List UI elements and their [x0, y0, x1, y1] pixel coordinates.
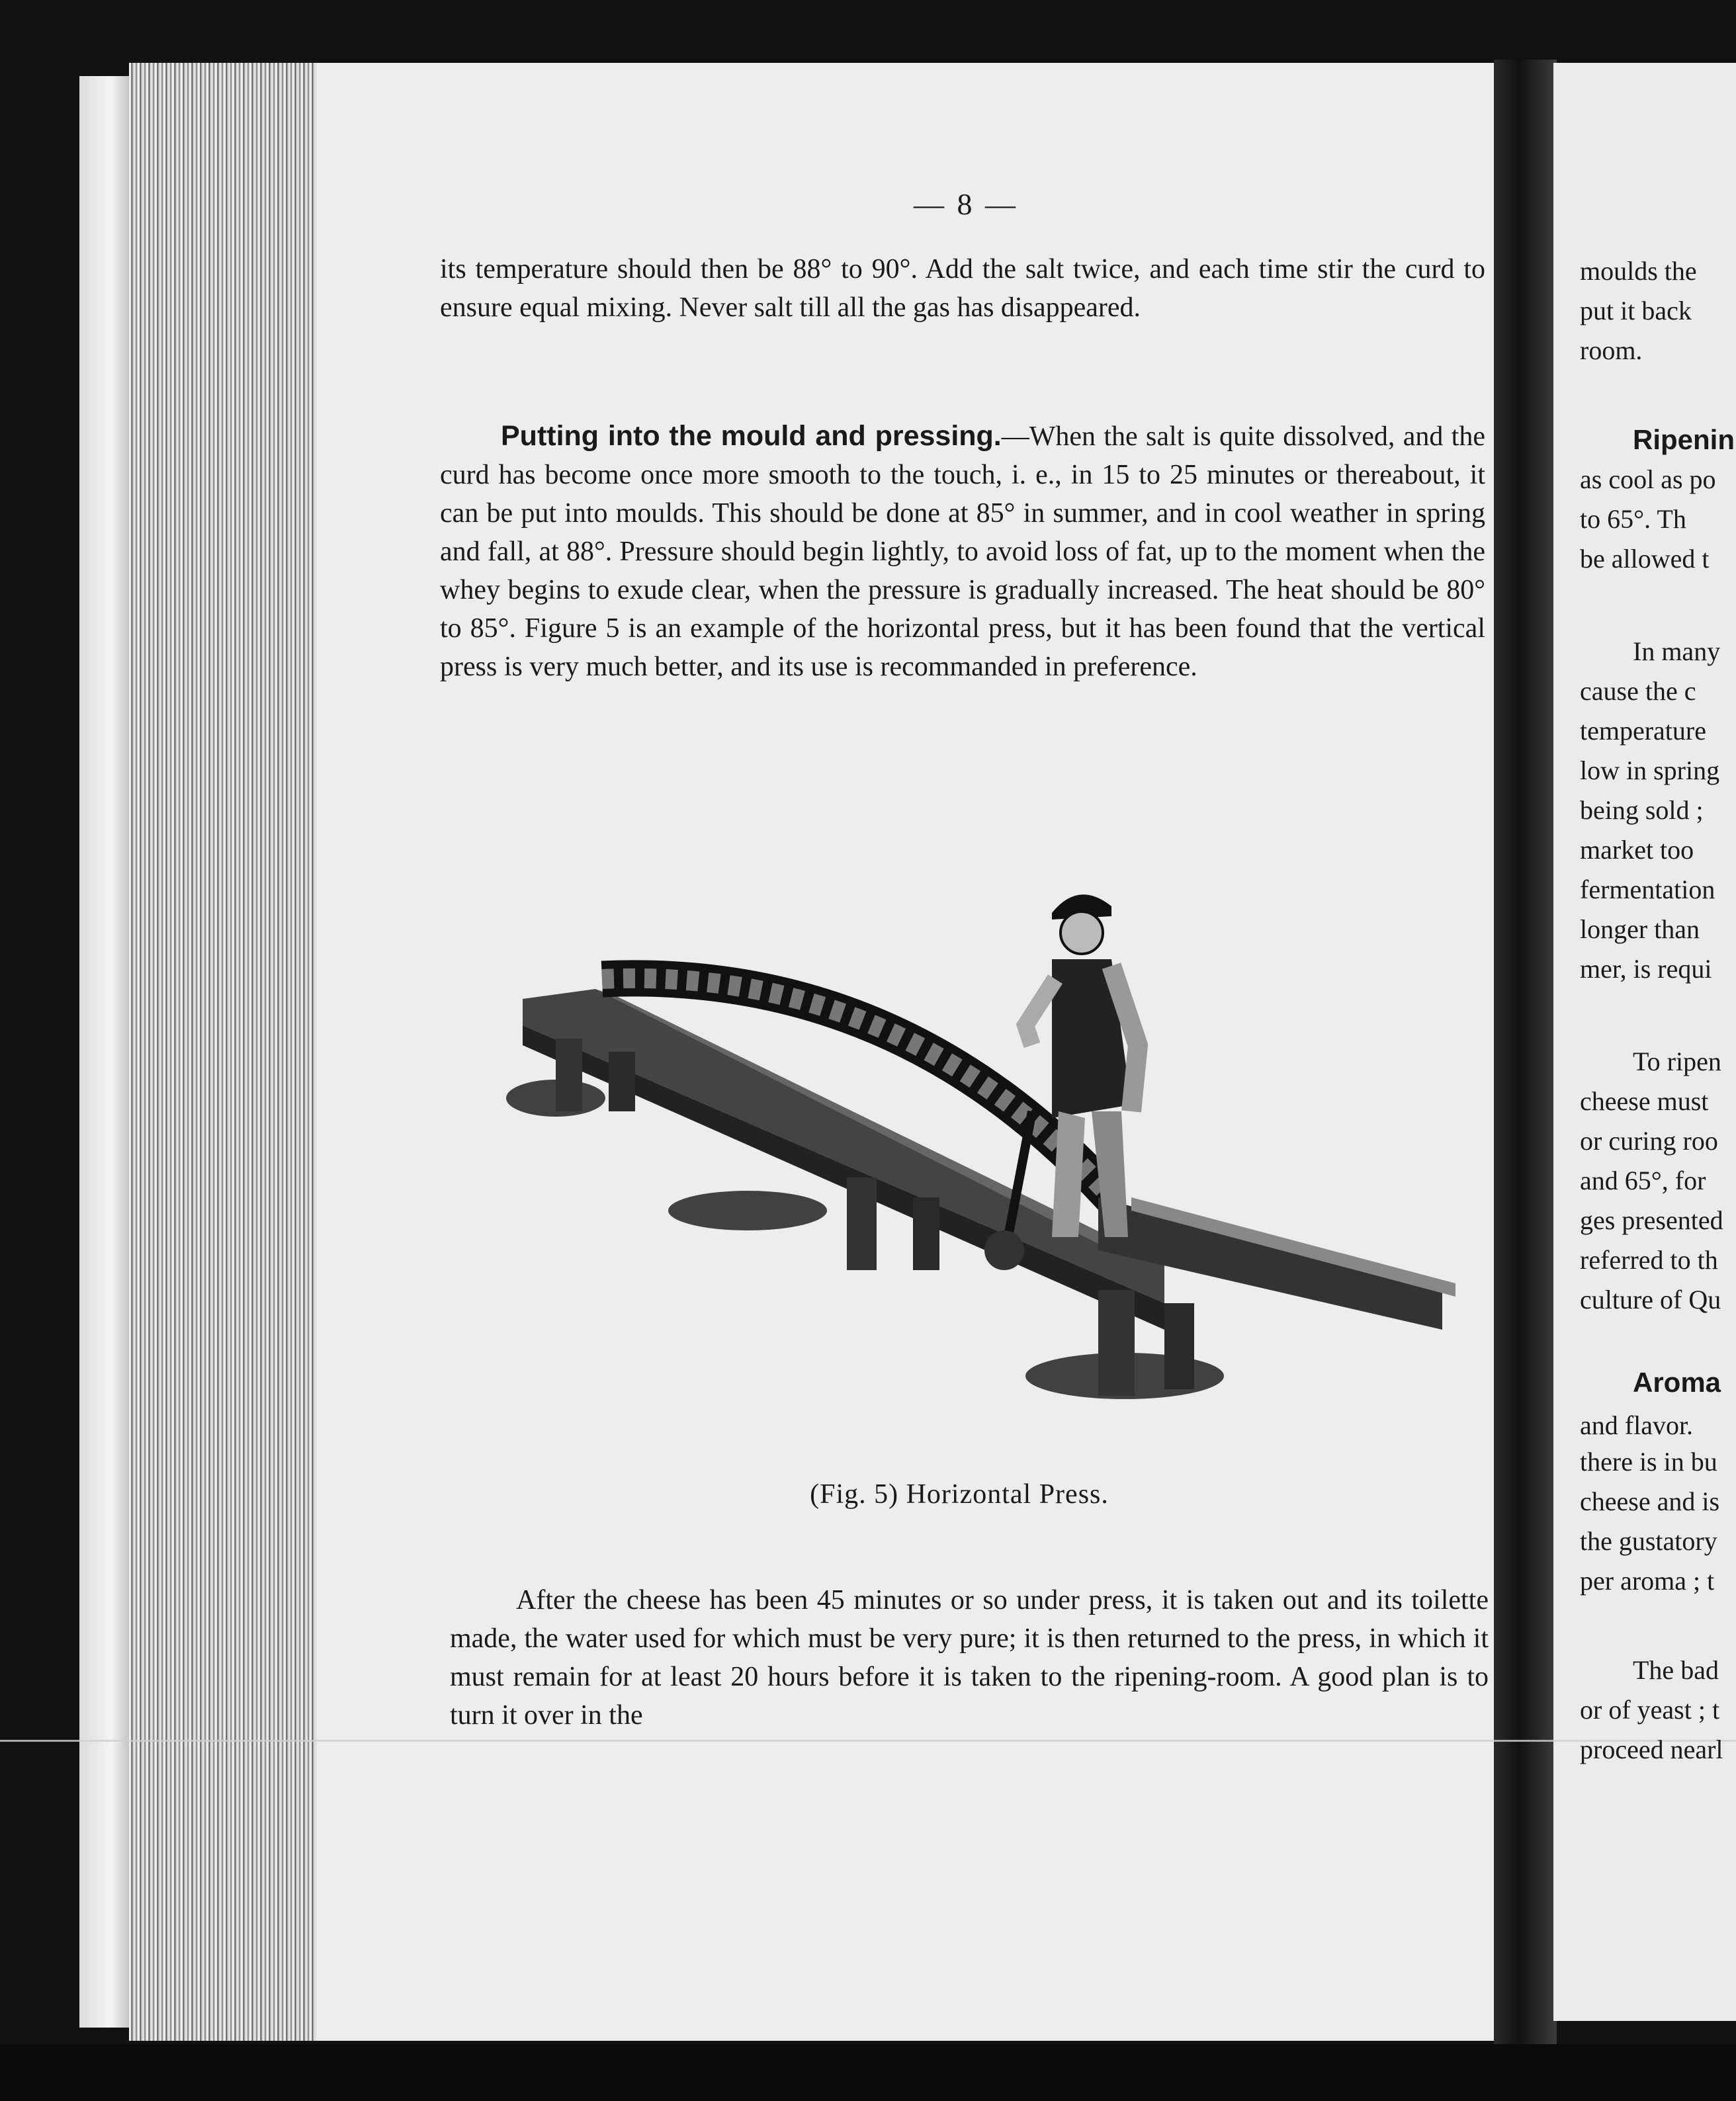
facing-page-line: low in spring: [1580, 755, 1720, 785]
figure-caption: (Fig. 5) Horizontal Press.: [810, 1479, 1109, 1510]
facing-page-line: as cool as po: [1580, 464, 1716, 494]
facing-page-line: Ripenin: [1633, 424, 1735, 455]
facing-page-line: longer than: [1580, 914, 1700, 944]
facing-page-line: and 65°, for: [1580, 1166, 1706, 1195]
scan-artifact-line: [0, 1740, 1736, 1742]
paragraph-moulding-body: —When the salt is quite dissolved, and the curd has become once more smooth to the touch, i. e., in 15 to 25 minutes or thereabout, it can be put into moulds. This should be done at 85° in summer, and in cool weather in spring and fall, at 88°. Pressure should begin lightly, to avoid loss of fat, up to the moment when the whey begins to exude clear, when the pressure is gradually increased. The heat should be 80° to 85°. Figure 5 is an example of the horizontal press, but it has been found that the vertical press is very much better, and its use is recommanded in preference.: [440, 421, 1485, 682]
facing-page-line: mer, is requi: [1580, 954, 1712, 984]
facing-page-line: being sold ;: [1580, 795, 1704, 825]
facing-page-line: market too: [1580, 835, 1694, 865]
facing-page-line: fermentation: [1580, 875, 1715, 904]
facing-page-line: The bad: [1633, 1655, 1719, 1685]
paragraph-after-press: After the cheese has been 45 minutes or so under press, it is taken out and its toilette made, the water used for which must be very pure; it is then returned to the press, in which it must remain for at least 20 hours before it is taken to the ripening-room. A good plan is to turn it over in the: [450, 1585, 1489, 1731]
facing-page-line: cheese and is: [1580, 1486, 1720, 1516]
facing-page-text: [1580, 0, 1736, 2101]
facing-page-line: or of yeast ; t: [1580, 1695, 1720, 1725]
facing-page-line: or curing roo: [1580, 1126, 1718, 1156]
facing-page-line: the gustatory: [1580, 1526, 1717, 1556]
facing-page-line: per aroma ; t: [1580, 1566, 1715, 1596]
book-gutter: [1494, 60, 1557, 2051]
facing-page-line: cause the c: [1580, 676, 1696, 706]
facing-page-line: In many: [1633, 636, 1721, 666]
scan-bottom-edge: [0, 2044, 1736, 2101]
paragraph-salting: its temperature should then be 88° to 90°. Add the salt twice, and each time stir the curd to ensure equal mixing. Never salt till all the gas has disappeared.: [440, 254, 1485, 323]
facing-page-line: Aroma: [1633, 1367, 1721, 1398]
facing-page-line: put it back: [1580, 296, 1692, 325]
facing-page-line: to 65°. Th: [1580, 504, 1686, 534]
facing-page-line: To ripen: [1633, 1047, 1721, 1076]
facing-page-line: ges presented: [1580, 1205, 1723, 1235]
paragraph-moulding: [440, 417, 1485, 686]
facing-page-line: proceed nearl: [1580, 1735, 1723, 1764]
facing-page-line: and flavor.: [1580, 1410, 1694, 1440]
facing-page-line: there is in bu: [1580, 1447, 1717, 1477]
facing-page-line: referred to th: [1580, 1245, 1718, 1275]
page-number: — 8 —: [914, 187, 1018, 221]
facing-page-line: be allowed t: [1580, 544, 1710, 574]
book-page-edges-outer: [79, 76, 132, 2028]
book-page-edges: [129, 63, 331, 2041]
facing-page-line: culture of Qu: [1580, 1285, 1721, 1314]
facing-page-line: moulds the: [1580, 256, 1697, 286]
facing-page-line: cheese must: [1580, 1086, 1709, 1116]
facing-page-line: temperature: [1580, 716, 1706, 746]
section-heading: Putting into the mould and pressing.: [501, 420, 1002, 452]
facing-page-line: room.: [1580, 335, 1643, 365]
horizontal-press-illustration: [503, 827, 1462, 1422]
